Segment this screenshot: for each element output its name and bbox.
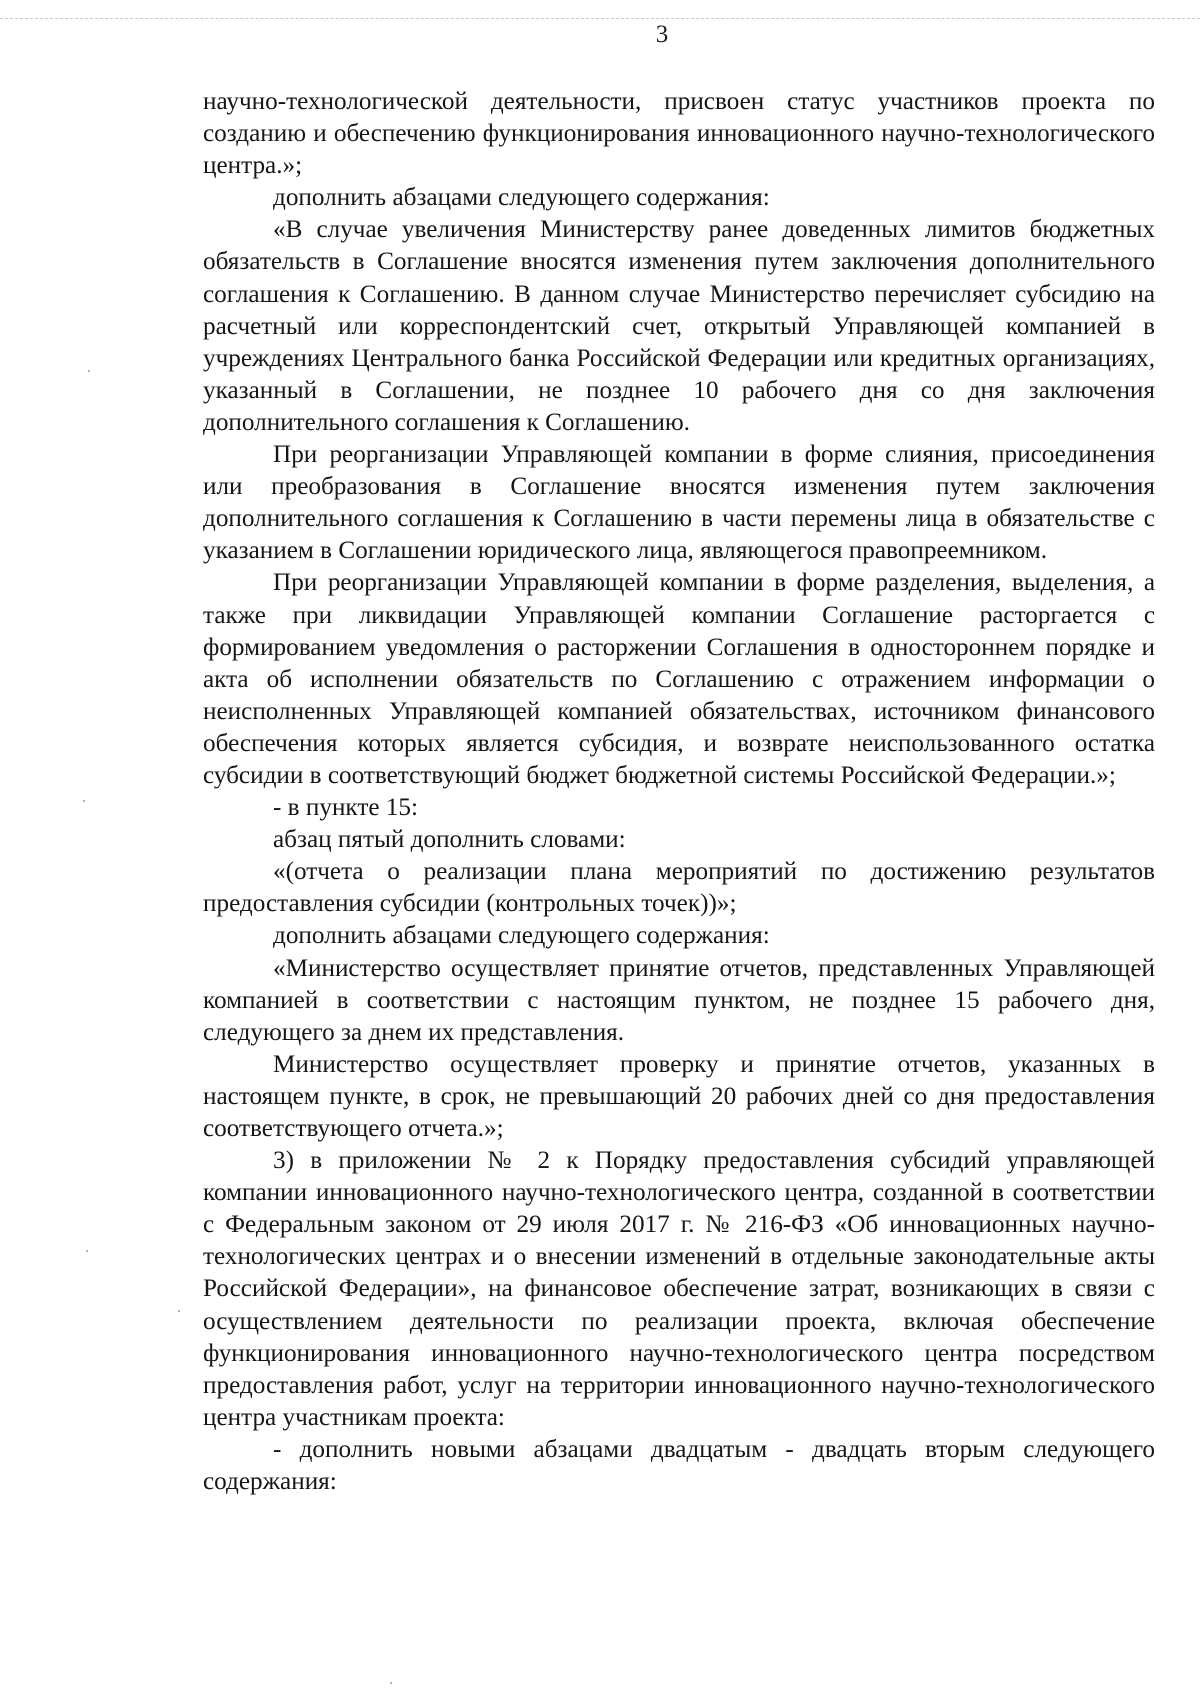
paragraph: дополнить абзацами следующего содержания: bbox=[273, 184, 770, 212]
scan-speck bbox=[83, 800, 85, 802]
paragraph: 3) в приложении № 2 к Порядку предоставления субсидий управляющей компании инновационного научно-технологического центра, созданной в соответствии с Федеральным законом от 29 июля 2017 г. № 216-ФЗ «Об инновационных научно-технологических центрах и о внесении изменений в отдельные законодательные акты Российской Федерации», на финансовое обеспечение затрат, возникающих в связи с осуществлением деятельности по реализации проекта, включая обеспечение функционирования инновационного научно-технологического центра посредством предоставления работ, услуг на территории инновационного научно-технологического центра участникам проекта: bbox=[203, 1147, 1155, 1431]
paragraph: «Министерство осуществляет принятие отчетов, представленных Управляющей компанией в соответствии с настоящим пунктом, не позднее 15 рабочего дня, следующего за днем их представления. bbox=[203, 954, 1155, 1046]
paragraph: При реорганизации Управляющей компании в форме слияния, присоединения или преобразования в Соглашение вносятся изменения путем заключения дополнительного соглашения к Соглашению в части перемены лица в обязательстве с указанием в Соглашении юридического лица, являющегося правопреемником. bbox=[203, 441, 1155, 565]
scan-speck bbox=[88, 370, 90, 372]
paragraph: «В случае увеличения Министерству ранее доведенных лимитов бюджетных обязательств в Соглашение вносятся изменения путем заключения дополнительного соглашения к Соглашению. В данном случае Министерство перечисляет субсидию на расчетный или корреспондентский счет, открытый Управляющей компанией в учреждениях Центрального банка Российской Федерации или кредитных организациях, указанный в Соглашении, не позднее 10 рабочего дня со дня заключения дополнительного соглашения к Соглашению. bbox=[203, 216, 1155, 436]
page-number: 3 bbox=[655, 21, 669, 48]
scan-speck bbox=[86, 1250, 88, 1252]
paragraph: абзац пятый дополнить словами: bbox=[273, 826, 626, 854]
scan-edge-line bbox=[0, 18, 1200, 19]
paragraph: Министерство осуществляет проверку и принятие отчетов, указанных в настоящем пункте, в срок, не превышающий 20 рабочих дней со дня предоставления соответствующего отчета.»; bbox=[203, 1050, 1155, 1142]
paragraph: «(отчета о реализации плана мероприятий по достижению результатов предоставления субсидии (контрольных точек))»; bbox=[203, 858, 1155, 918]
scan-speck bbox=[178, 1310, 180, 1312]
paragraph: - дополнить новыми абзацами двадцатым - двадцать вторым следующего содержания: bbox=[203, 1435, 1155, 1496]
scan-speck bbox=[390, 1682, 392, 1684]
paragraph: дополнить абзацами следующего содержания: bbox=[273, 922, 770, 950]
paragraph: - в пункте 15: bbox=[273, 794, 419, 822]
paragraph: При реорганизации Управляющей компании в форме разделения, выделения, а также при ликвидации Управляющей компании Соглашение расторгается с формированием уведомления о расторжении Соглашения в одностороннем порядке и акта об исполнении обязательств по Соглашению с отражением информации о неисполненных Управляющей компанией обязательствах, источником финансового обеспечения которых является субсидия, и возврате неиспользованного остатка субсидии в соответствующий бюджет бюджетной системы Российской Федерации.»; bbox=[203, 569, 1155, 789]
paragraph: научно-технологической деятельности, присвоен статус участников проекта по созданию и обеспечению функционирования инновационного научно-технологического центра.»; bbox=[203, 88, 1155, 180]
document-body bbox=[203, 86, 1155, 1498]
